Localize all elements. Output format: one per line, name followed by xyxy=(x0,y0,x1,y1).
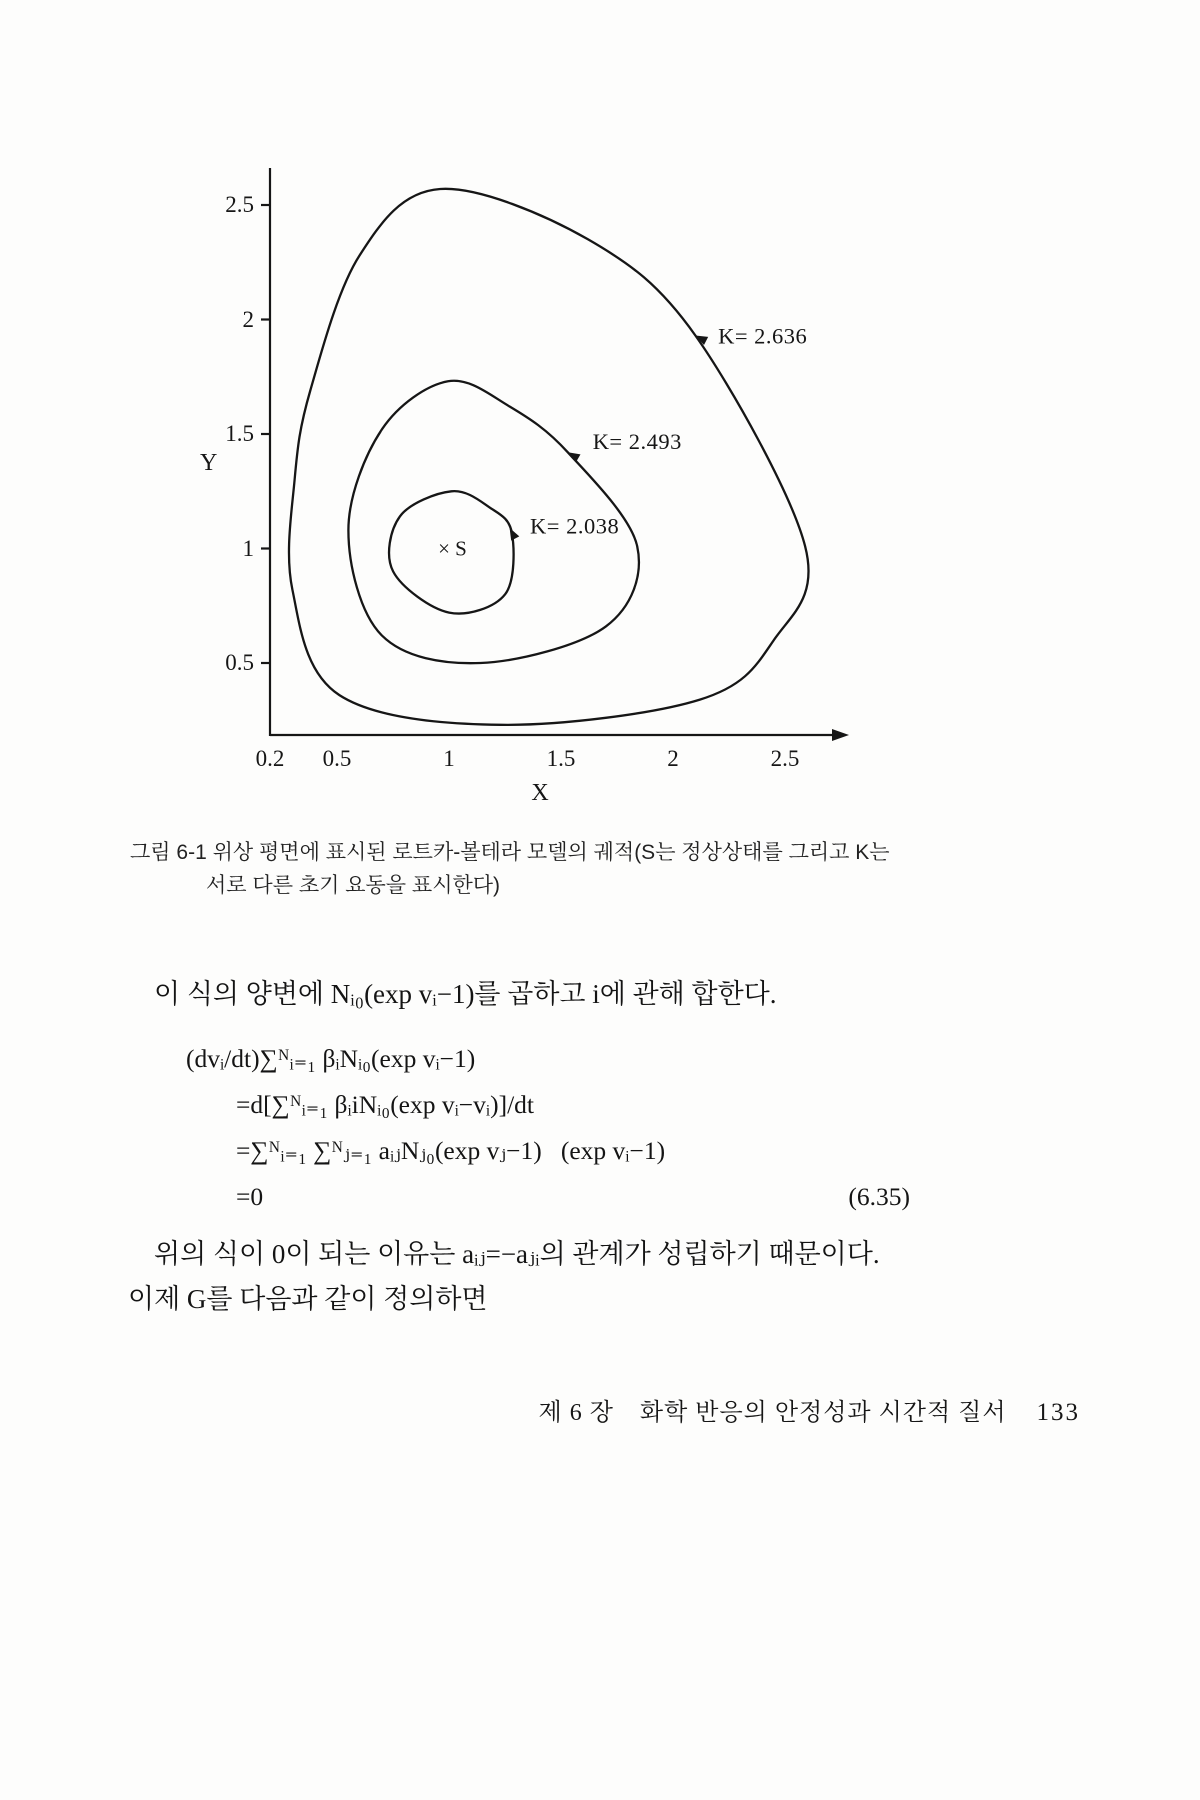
equation-line-1-text: (dvᵢ/dt)∑ᴺᵢ₌₁ βᵢNᵢ₀(exp vᵢ−1) xyxy=(186,1044,476,1073)
x-tick-label-0: 0.2 xyxy=(255,746,285,771)
paragraph-1: 이 식의 양변에 Nᵢ₀(exp vᵢ−1)를 곱하고 i에 관해 합한다. xyxy=(154,979,777,1009)
footer-title: 화학 반응의 안정성과 시간적 질서 xyxy=(639,1400,1007,1426)
y-axis-title: Y xyxy=(200,450,218,476)
equation-line-2 xyxy=(186,1082,910,1128)
figure-caption-line1: 그림 6-1 위상 평면에 표시된 로트카-볼테라 모델의 궤적(S는 정상상태를 그리고 K는 xyxy=(130,841,890,864)
y-tick-label-3: 1 xyxy=(242,536,254,561)
equation-block xyxy=(186,1036,910,1220)
equation-line-3 xyxy=(186,1128,910,1174)
x-axis-title: X xyxy=(531,780,549,806)
y-tick-label-2: 1.5 xyxy=(225,421,254,446)
equation-number: (6.35) xyxy=(848,1182,910,1211)
y-tick-label-0: 2.5 xyxy=(225,192,254,217)
figure-caption-line2: 서로 다른 초기 요동을 표시한다) xyxy=(206,874,501,897)
paragraph-2-line1: 위의 식이 0이 되는 이유는 aᵢⱼ=−aⱼᵢ의 관계가 성립하기 때문이다. xyxy=(154,1239,880,1269)
orbit-label-0: K= 2.038 xyxy=(530,513,620,539)
footer-page-number: 133 xyxy=(1036,1399,1080,1426)
figure-caption xyxy=(130,836,930,902)
x-tick-label-4: 2 xyxy=(667,746,679,771)
y-tick-label-1: 2 xyxy=(242,307,254,332)
equation-line-4-text: =0 xyxy=(236,1182,264,1211)
x-axis-arrow-icon xyxy=(832,729,849,741)
equation-line-4 xyxy=(186,1174,910,1220)
y-tick-label-4: 0.5 xyxy=(225,650,254,675)
x-tick-label-3: 1.5 xyxy=(546,746,576,771)
orbit-label-2: K= 2.636 xyxy=(718,323,808,349)
equation-line-3-text: =∑ᴺᵢ₌₁ ∑ᴺⱼ₌₁ aᵢⱼNⱼ₀(exp vⱼ−1) (exp vᵢ−1) xyxy=(236,1136,666,1165)
equation-line-2-text: =d[∑ᴺᵢ₌₁ βᵢiNᵢ₀(exp vᵢ−vᵢ)]/dt xyxy=(236,1090,535,1119)
x-tick-label-5: 2.5 xyxy=(770,746,800,771)
x-tick-label-1: 0.5 xyxy=(322,746,352,771)
figure-6-1 xyxy=(170,130,890,813)
paragraph-2-line2: 이제 G를 다음과 같이 정의하면 xyxy=(128,1284,488,1314)
footer-chapter: 제 6 장 xyxy=(538,1400,614,1426)
page-footer xyxy=(0,1392,1080,1427)
paragraph-2 xyxy=(128,1232,918,1322)
orbit-arrow-0-icon xyxy=(506,526,520,541)
phase-plane-plot xyxy=(170,130,890,808)
x-tick-label-2: 1 xyxy=(443,746,455,771)
orbit-arrow-1-icon xyxy=(566,448,581,462)
orbit-label-1: K= 2.493 xyxy=(592,428,682,454)
steady-state-label: × S xyxy=(438,536,467,561)
equation-line-1 xyxy=(186,1036,910,1082)
